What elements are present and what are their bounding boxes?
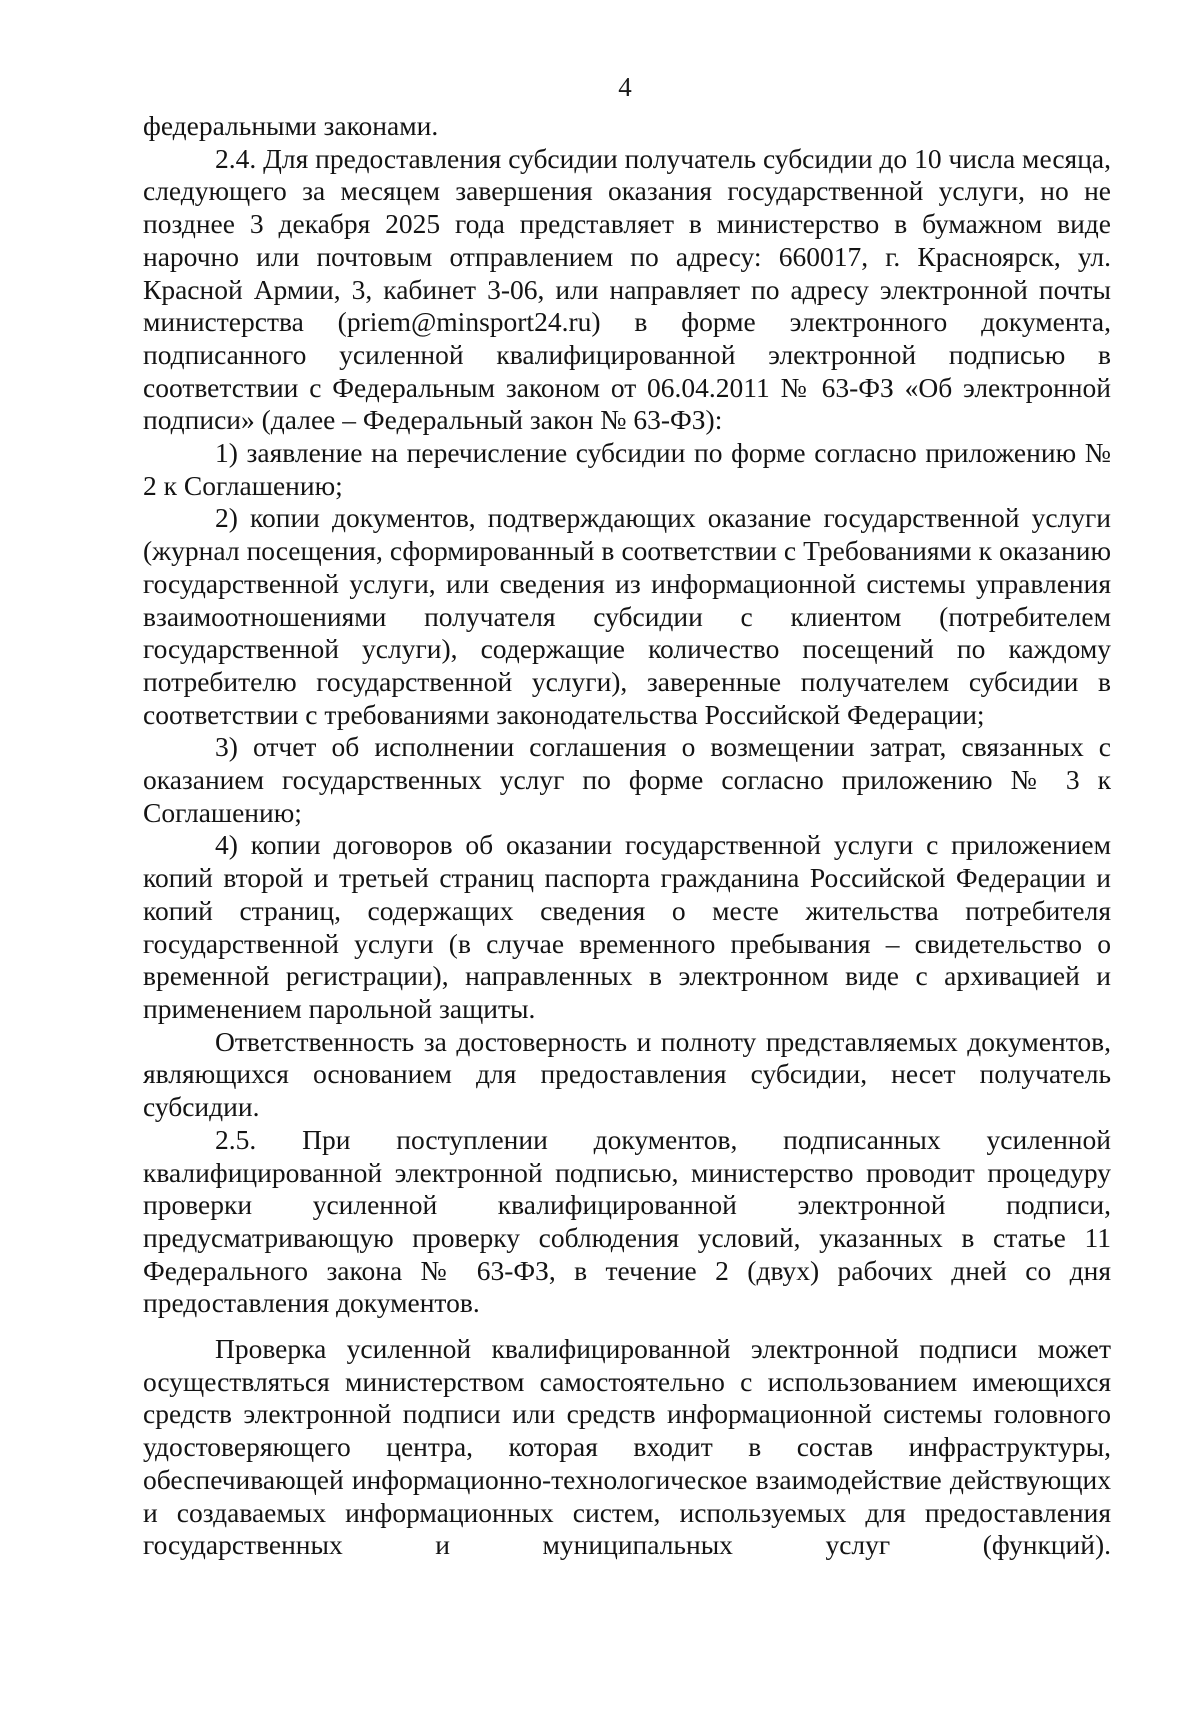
paragraph-responsibility: Ответственность за достоверность и полноту представляемых документов, являющихся основанием для предоставления субсидии, несет получатель субсидии. [143, 1025, 1111, 1123]
paragraph-item-2: 2) копии документов, подтверждающих оказание государственной услуги (журнал посещения, сформированный в соответствии с Требованиями к оказанию государственной услуги, или сведения из информационной системы управления взаимоотношениями получателя субсидии с клиентом (потребителем государственной услуги), содержащие количество посещений по каждому потребителю государственной услуги), заверенные получателем субсидии в соответствии с требованиями законодательства Российской Федерации; [143, 502, 1111, 730]
page-number: 4 [618, 72, 632, 102]
paragraph-item-4: 4) копии договоров об оказании государственной услуги с приложением копий второй и третьей страниц паспорта гражданина Российской Федерации и копий страниц, содержащих сведения о месте жительства потребителя государственной услуги (в случае временного пребывания – свидетельство о временной регистрации), направленных в электронном виде с архивацией и применением парольной защиты. [143, 829, 1111, 1024]
document-body [143, 110, 1111, 1562]
paragraph-clause-2-4: 2.4. Для предоставления субсидии получатель субсидии до 10 числа месяца, следующего за месяцем завершения оказания государственной услуги, но не позднее 3 декабря 2025 года представляет в министерство в бумажном виде нарочно или почтовым отправлением по адресу: 660017, г. Красноярск, ул. Красной Армии, 3, кабинет 3-06, или направляет по адресу электронной почты министерства (priem@minsport24.ru) в форме электронного документа, подписанного усиленной квалифицированной электронной подписью в соответствии с Федеральным законом от 06.04.2011 № 63-ФЗ «Об электронной подписи» (далее – Федеральный закон № 63-ФЗ): [143, 142, 1111, 436]
paragraph-continuation: федеральными законами. [143, 110, 439, 141]
paragraph-item-3: 3) отчет об исполнении соглашения о возмещении затрат, связанных с оказанием государственных услуг по форме согласно приложению № 3 к Соглашению; [143, 731, 1111, 828]
paragraph-clause-2-5: 2.5. При поступлении документов, подписанных усиленной квалифицированной электронной подписью, министерство проводит процедуру проверки усиленной квалифицированной электронной подписи, предусматривающую проверку соблюдения условий, указанных в статье 11 Федерального закона № 63-ФЗ, в течение 2 (двух) рабочих дней со дня предоставления документов. [143, 1123, 1111, 1319]
paragraph-signature-check: Проверка усиленной квалифицированной электронной подписи может осуществляться министерством самостоятельно с использованием имеющихся средств электронной подписи или средств информационной системы головного удостоверяющего центра, которая входит в состав инфраструктуры, обеспечивающей информационно-технологическое взаимодействие действующих и создаваемых информационных систем, используемых для предоставления государственных и муниципальных услуг (функций). [143, 1333, 1111, 1561]
paragraph-item-1: 1) заявление на перечисление субсидии по форме согласно приложению № 2 к Соглашению; [143, 437, 1111, 501]
